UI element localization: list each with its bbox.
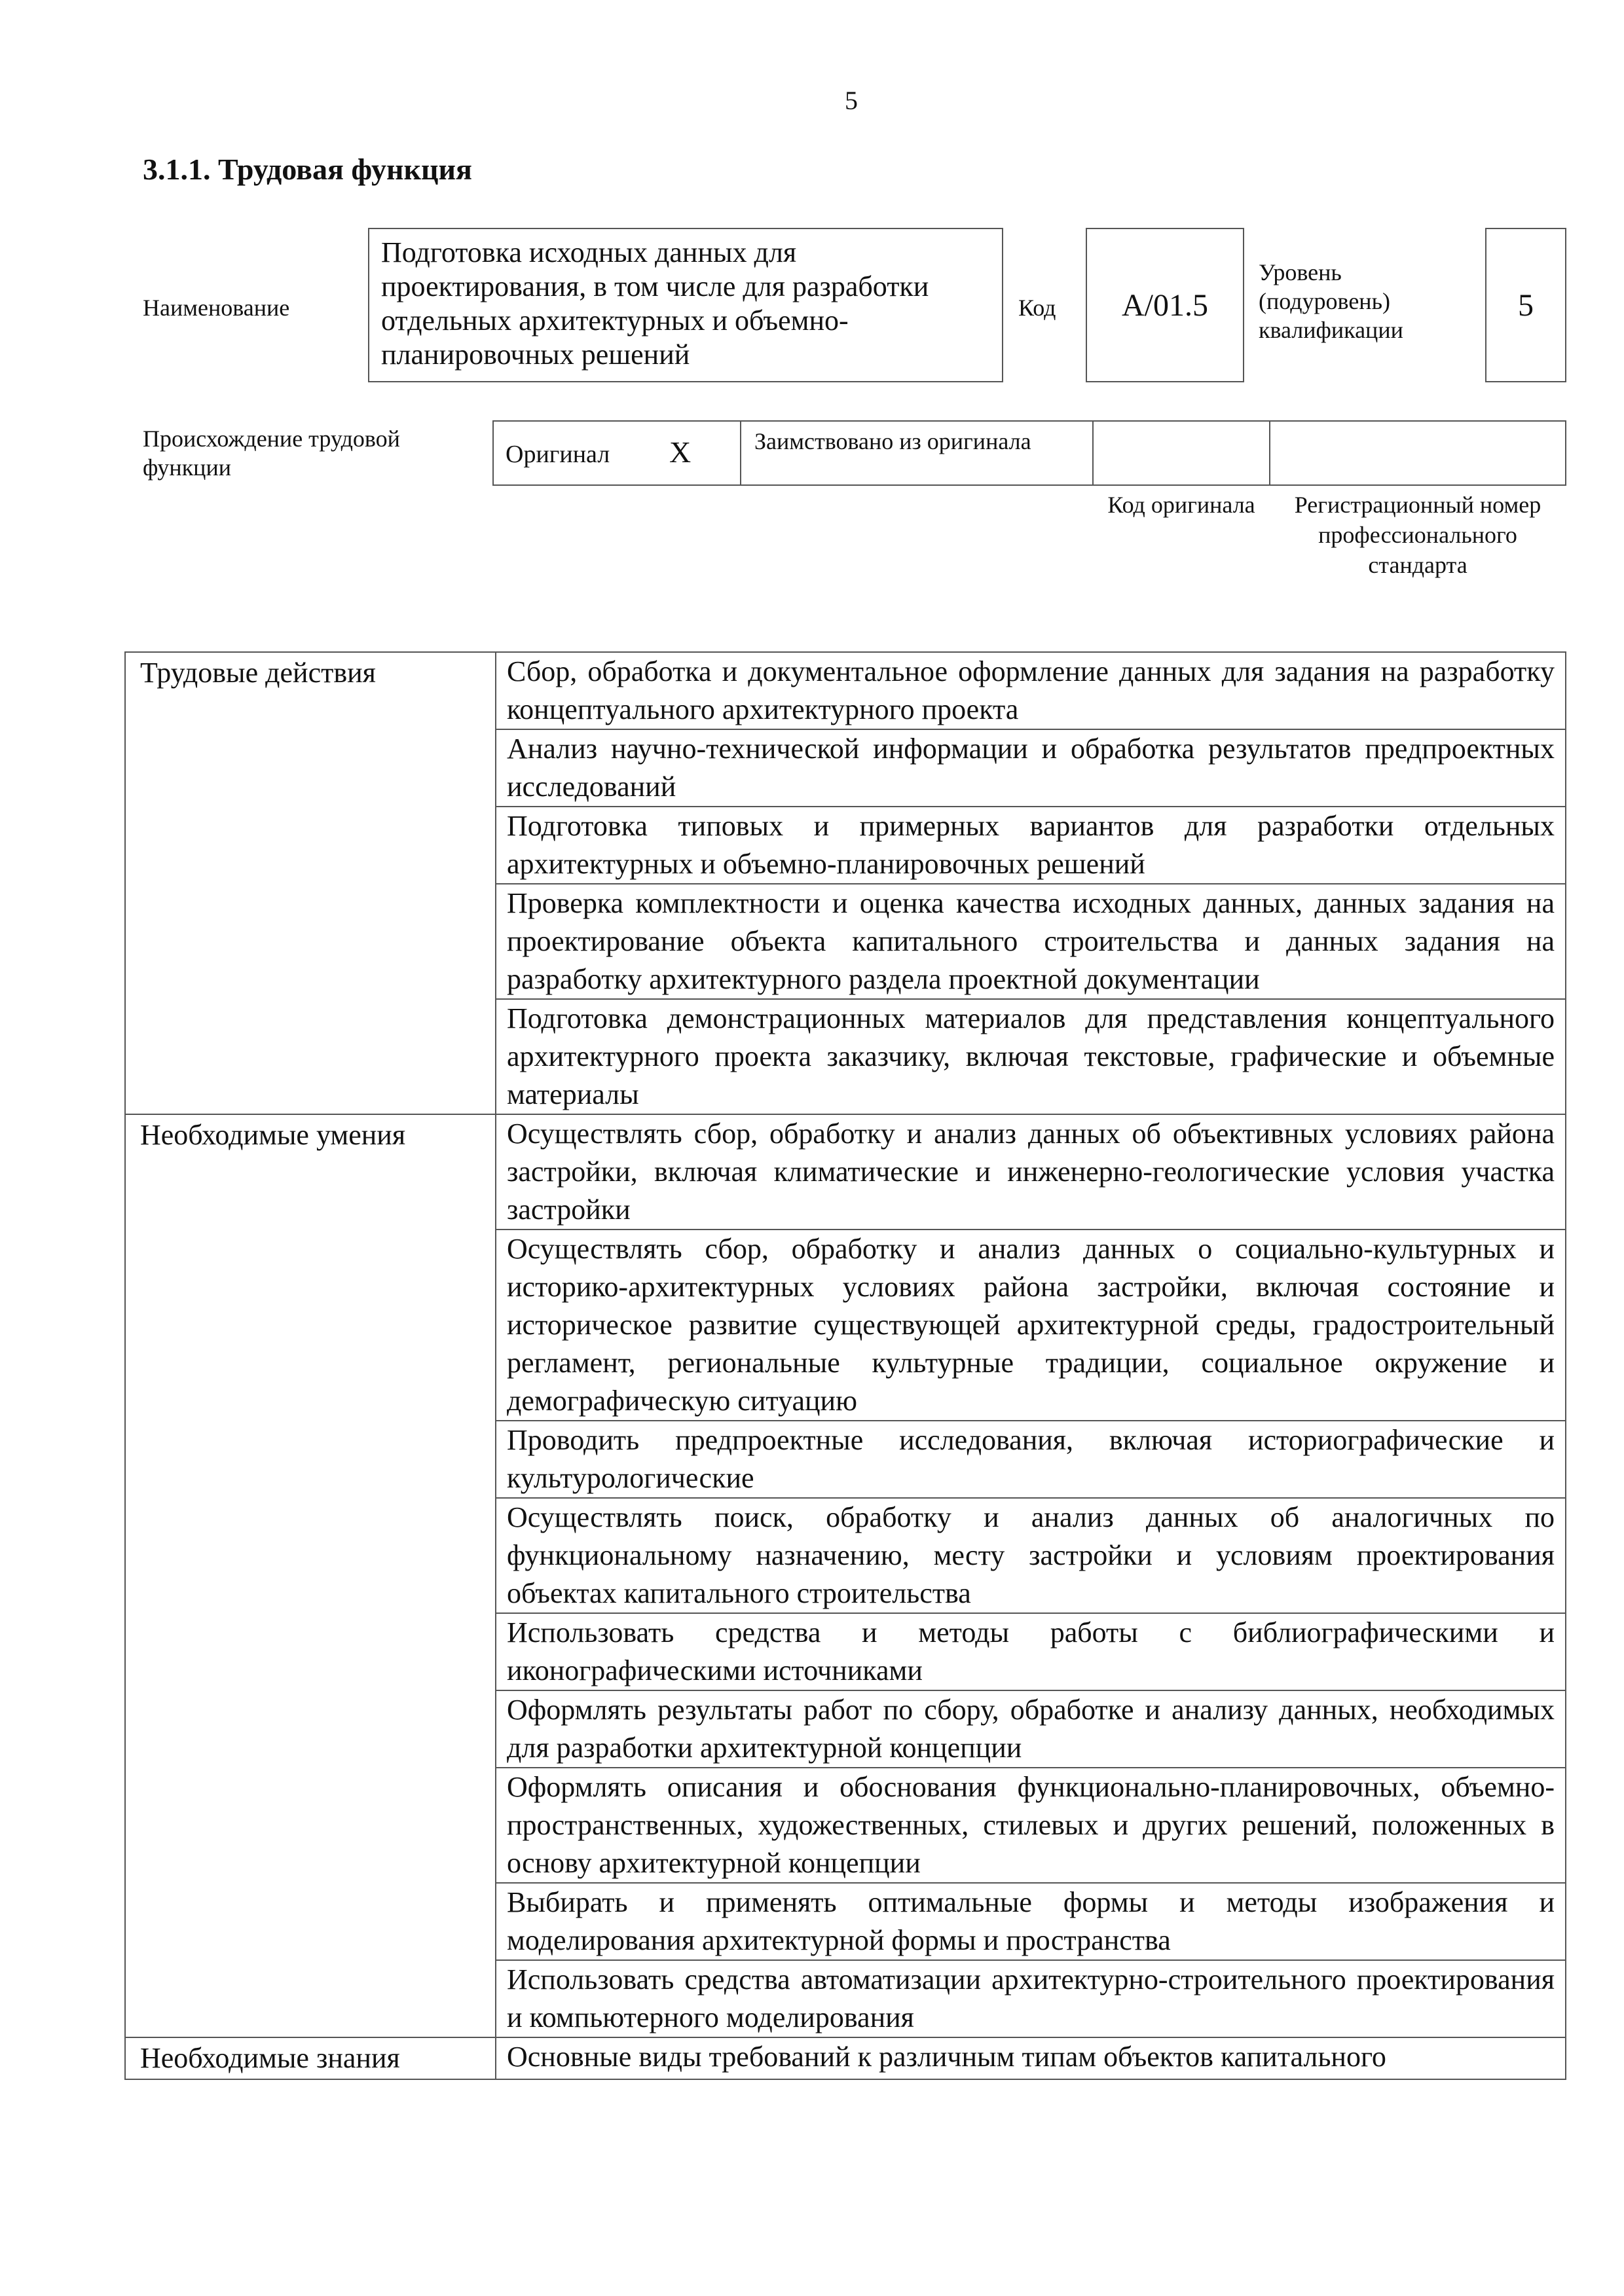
table-body (125, 652, 1566, 2079)
original-code-caption: Код оригинала (1107, 492, 1255, 518)
origin-code-cell (1092, 420, 1270, 486)
item-cell: Оформлять результаты работ по сбору, обработке и анализу данных, необходимых для разработки архитектурной концепции (496, 1690, 1566, 1768)
origin-original-cell (492, 420, 741, 486)
item-cell: Сбор, обработка и документальное оформление данных для задания на разработку концептуального архитектурного проекта (496, 652, 1566, 729)
item-cell: Использовать средства и методы работы с библиографическими и иконографическими источниками (496, 1613, 1566, 1690)
table-row (125, 2037, 1566, 2079)
item-cell: Оформлять описания и обоснования функционально-планировочных, объемно-пространственных, художественных, стилевых и других решений, положенных в основу архитектурной концепции (496, 1768, 1566, 1883)
item-cell: Проводить предпроектные исследования, включая историографические и культурологические (496, 1421, 1566, 1498)
function-name-box: Подготовка исходных данных для проектирования, в том числе для разработки отдельных архитектурных и объемно-планировочных решений (368, 228, 1003, 382)
table-row (125, 652, 1566, 729)
origin-borrowed-cell: Заимствовано из оригинала (740, 420, 1094, 486)
code-label: Код (1018, 295, 1056, 321)
item-cell: Осуществлять поиск, обработку и анализ данных об аналогичных по функциональному назначению, месту застройки и условиям проектирования объектах капитального строительства (496, 1498, 1566, 1613)
item-cell: Осуществлять сбор, обработку и анализ данных об объективных условиях района застройки, включая климатические и инженерно-геологические условия участка застройки (496, 1114, 1566, 1230)
item-cell: Проверка комплектности и оценка качества исходных данных, данных задания на проектирование объекта капитального строительства и данных задания на разработку архитектурного раздела проектной документации (496, 884, 1566, 999)
section-title: 3.1.1. Трудовая функция (143, 153, 472, 186)
page-number: 5 (845, 86, 858, 115)
level-label: Уровень (подуровень) квалификации (1259, 259, 1403, 343)
category-cell: Необходимые умения (125, 1114, 496, 2037)
function-details-table (124, 651, 1566, 2080)
item-cell: Осуществлять сбор, обработку и анализ данных о социально-культурных и историко-архитектурных условиях района застройки, включая состояние и историческое развитие существующей архитектурной среды, градостроительный регламент, региональные культурные традиции, социальное окружение и демографическую ситуацию (496, 1230, 1566, 1421)
category-cell: Необходимые знания (125, 2037, 496, 2079)
origin-reg-cell (1269, 420, 1566, 486)
qualification-level-box: 5 (1485, 228, 1566, 382)
origin-label: Происхождение трудовой функции (143, 426, 400, 481)
original-label: Оригинал (506, 441, 610, 468)
category-cell: Трудовые действия (125, 652, 496, 1114)
item-cell: Подготовка демонстрационных материалов для представления концептуального архитектурного проекта заказчику, включая текстовые, графические и объемные материалы (496, 999, 1566, 1114)
original-mark: X (669, 435, 692, 469)
item-cell: Выбирать и применять оптимальные формы и методы изображения и моделирования архитектурной формы и пространства (496, 1883, 1566, 1960)
item-cell: Анализ научно-технической информации и обработка результатов предпроектных исследований (496, 729, 1566, 807)
name-label: Наименование (143, 295, 290, 321)
item-cell: Подготовка типовых и примерных вариантов для разработки отдельных архитектурных и объемно-планировочных решений (496, 807, 1566, 884)
item-cell: Использовать средства автоматизации архитектурно-строительного проектирования и компьютерного моделирования (496, 1960, 1566, 2037)
table-row (125, 1114, 1566, 1230)
function-code-box: A/01.5 (1086, 228, 1244, 382)
reg-number-caption: Регистрационный номер профессионального стандарта (1294, 492, 1541, 578)
item-cell: Основные виды требований к различным типам объектов капитального (496, 2037, 1566, 2079)
